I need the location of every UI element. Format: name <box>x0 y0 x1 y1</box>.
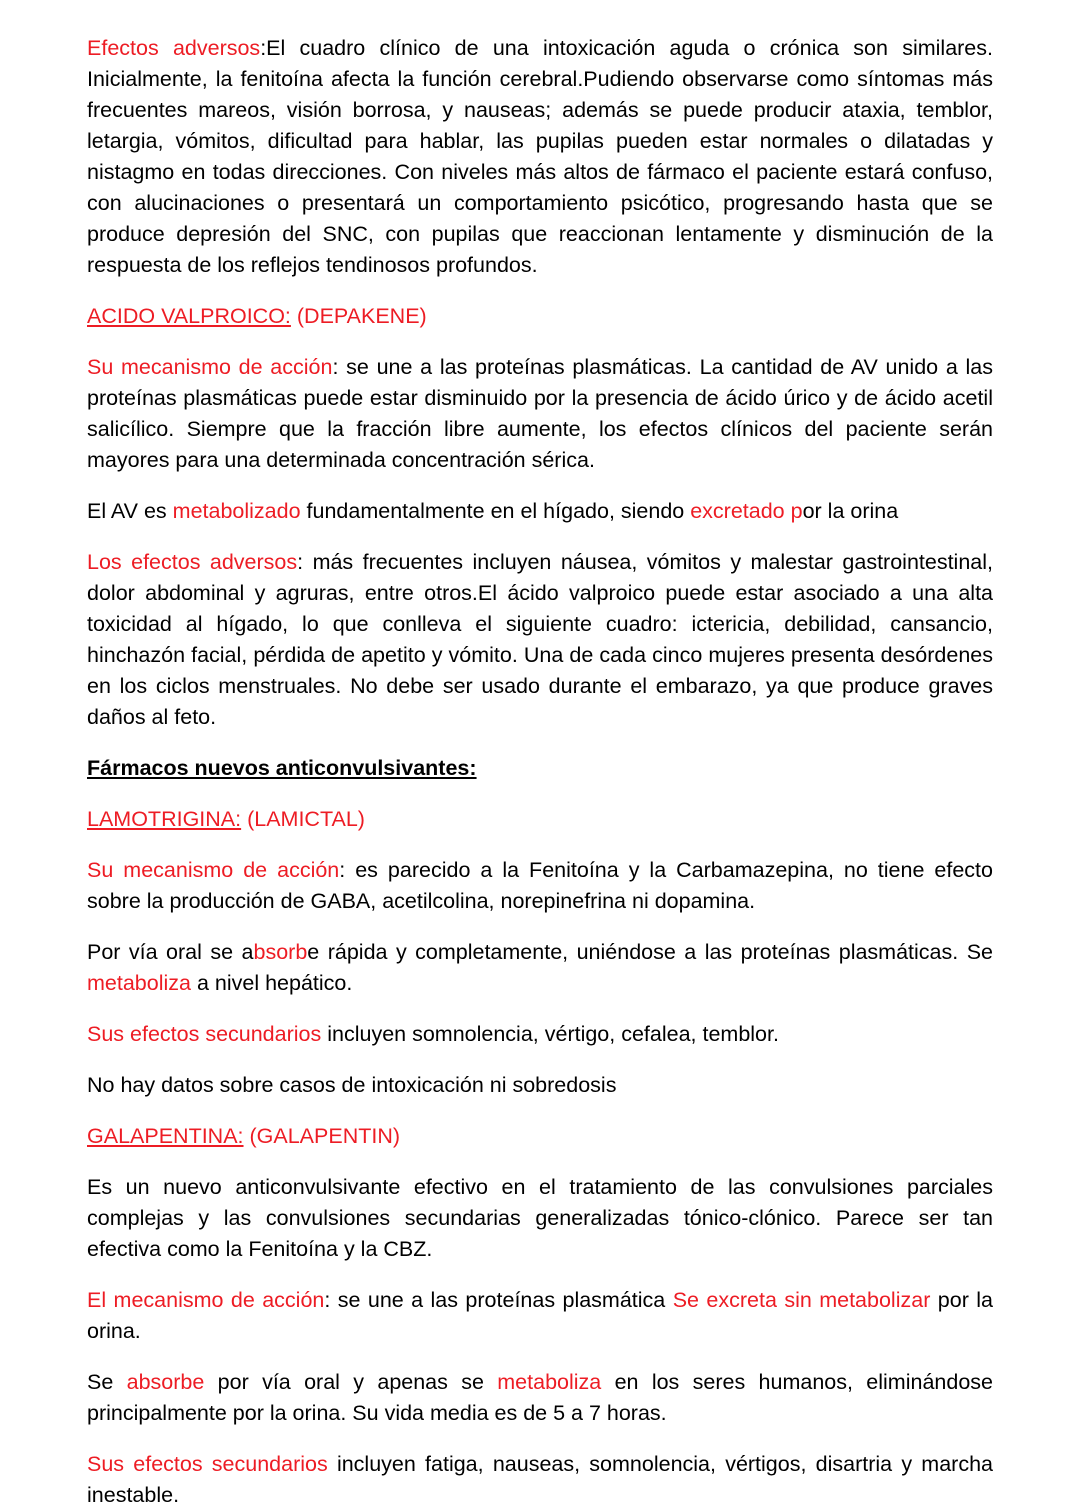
body-paragraph <box>87 1070 993 1101</box>
body-paragraph <box>87 1019 993 1050</box>
emphasis-run: metabolizado <box>172 499 301 523</box>
emphasis-run: Sus efectos secundarios <box>87 1022 322 1046</box>
text-run: incluyen fatiga, nauseas, somnolencia, vértigos, disartria y marcha inestable. <box>87 1452 994 1507</box>
text-run: a nivel hepático. <box>190 971 353 995</box>
paragraph-spacer <box>87 1152 993 1172</box>
paragraph-spacer <box>87 1347 993 1367</box>
body-paragraph <box>87 352 993 476</box>
text-run: por vía oral y apenas se <box>204 1370 498 1394</box>
section-heading <box>87 753 993 784</box>
text-run: Fármacos nuevos anticonvulsivantes: <box>87 756 477 780</box>
emphasis-run: Sus efectos secundarios <box>87 1452 328 1476</box>
text-run: incluyen somnolencia, vértigo, cefalea, temblor. <box>321 1022 779 1046</box>
text-run: El AV es <box>87 499 173 523</box>
text-run: en los seres humanos, eliminándose principalmente por la orina. Su vida media es de 5 a 7 horas. <box>87 1370 993 1425</box>
emphasis-run: ACIDO VALPROICO: <box>87 304 291 328</box>
section-heading <box>87 301 993 332</box>
text-run: : se une a las proteínas plasmática <box>324 1288 673 1312</box>
emphasis-run: metaboliza <box>497 1370 602 1394</box>
emphasis-run: (DEPAKENE) <box>290 304 427 328</box>
paragraph-spacer <box>87 835 993 855</box>
emphasis-run: LAMOTRIGINA: <box>87 807 242 831</box>
body-paragraph <box>87 937 993 999</box>
text-run: fundamentalmente en el hígado, siendo <box>300 499 691 523</box>
section-heading <box>87 1121 993 1152</box>
emphasis-run: Su mecanismo de acción <box>87 858 340 882</box>
body-paragraph <box>87 1285 993 1347</box>
paragraph-spacer <box>87 1050 993 1070</box>
emphasis-run: bsorb <box>253 940 308 964</box>
paragraph-spacer <box>87 733 993 753</box>
paragraph-spacer <box>87 281 993 301</box>
paragraph-spacer <box>87 332 993 352</box>
text-run: : es parecido a la Fenitoína y la Carbamazepina, no tiene efecto sobre la producción de GABA, acetilcolina, norepinefrina ni dopamina. <box>87 858 993 913</box>
paragraph-spacer <box>87 784 993 804</box>
emphasis-run: Se excreta sin metabolizar <box>672 1288 931 1312</box>
emphasis-run: (GALAPENTIN) <box>243 1124 401 1148</box>
body-paragraph <box>87 33 993 281</box>
text-run: Se <box>87 1370 127 1394</box>
text-run: Por vía oral se a <box>87 940 254 964</box>
emphasis-run: (LAMICTAL) <box>241 807 365 831</box>
text-run: e rápida y completamente, uniéndose a las proteínas plasmáticas. Se <box>307 940 993 964</box>
body-paragraph <box>87 547 993 733</box>
paragraph-spacer <box>87 999 993 1019</box>
text-run: : se une a las proteínas plasmáticas. La cantidad de AV unido a las proteínas plasmáticas puede estar disminuido por la presencia de ácido úrico y de ácido acetil salicílico. Siempre que la fracción libre aumente, los efectos clínicos del paciente serán mayores para una determinada concentración sérica. <box>87 355 993 472</box>
emphasis-run: Efectos adversos <box>87 36 261 60</box>
document-body <box>87 33 993 1511</box>
text-run: : más frecuentes incluyen náusea, vómitos y malestar gastrointestinal, dolor abdominal y agruras, entre otros.El ácido valproico puede estar asociado a una alta toxicidad al hígado, lo que conlleva el siguiente cuadro: ictericia, debilidad, cansancio, hinchazón facial, pérdida de apetito y vómito. Una de cada cinco mujeres presenta desórdenes en los ciclos menstruales. No debe ser usado durante el embarazo, ya que produce graves daños al feto. <box>87 550 994 729</box>
text-run: or la orina <box>802 499 899 523</box>
section-heading <box>87 804 993 835</box>
body-paragraph <box>87 496 993 527</box>
paragraph-spacer <box>87 917 993 937</box>
paragraph-spacer <box>87 1429 993 1449</box>
emphasis-run: Su mecanismo de acción <box>87 355 333 379</box>
paragraph-spacer <box>87 1265 993 1285</box>
paragraph-spacer <box>87 1101 993 1121</box>
body-paragraph <box>87 1172 993 1265</box>
text-run: No hay datos sobre casos de intoxicación ni sobredosis <box>87 1073 617 1097</box>
emphasis-run: metaboliza <box>87 971 191 995</box>
body-paragraph <box>87 1449 993 1511</box>
paragraph-spacer <box>87 527 993 547</box>
paragraph-spacer <box>87 476 993 496</box>
emphasis-run: Los efectos adversos <box>87 550 298 574</box>
emphasis-run: absorbe <box>126 1370 205 1394</box>
text-run: Es un nuevo anticonvulsivante efectivo en el tratamiento de las convulsiones parciales complejas y las convulsiones secundarias generalizadas tónico-clónico. Parece ser tan efectiva como la Fenitoína y la CBZ. <box>87 1175 993 1261</box>
text-run: por la orina. <box>87 1288 993 1343</box>
body-paragraph <box>87 855 993 917</box>
emphasis-run: GALAPENTINA: <box>87 1124 244 1148</box>
emphasis-run: excretado p <box>690 499 803 523</box>
text-run: :El cuadro clínico de una intoxicación aguda o crónica son similares. Inicialmente, la fenitoína afecta la función cerebral.Pudiendo observarse como síntomas más frecuentes mareos, visión borrosa, y nauseas; además se puede producir ataxia, temblor, letargia, vómitos, dificultad para hablar, las pupilas pueden estar normales o dilatadas y nistagmo en todas direcciones. Con niveles más altos de fármaco el paciente estará confuso, con alucinaciones o presentará un comportamiento psicótico, progresando hasta que se produce depresión del SNC, con pupilas que reaccionan lentamente y disminución de la respuesta de los reflejos tendinosos profundos. <box>87 36 993 277</box>
body-paragraph <box>87 1367 993 1429</box>
emphasis-run: El mecanismo de acción <box>87 1288 325 1312</box>
